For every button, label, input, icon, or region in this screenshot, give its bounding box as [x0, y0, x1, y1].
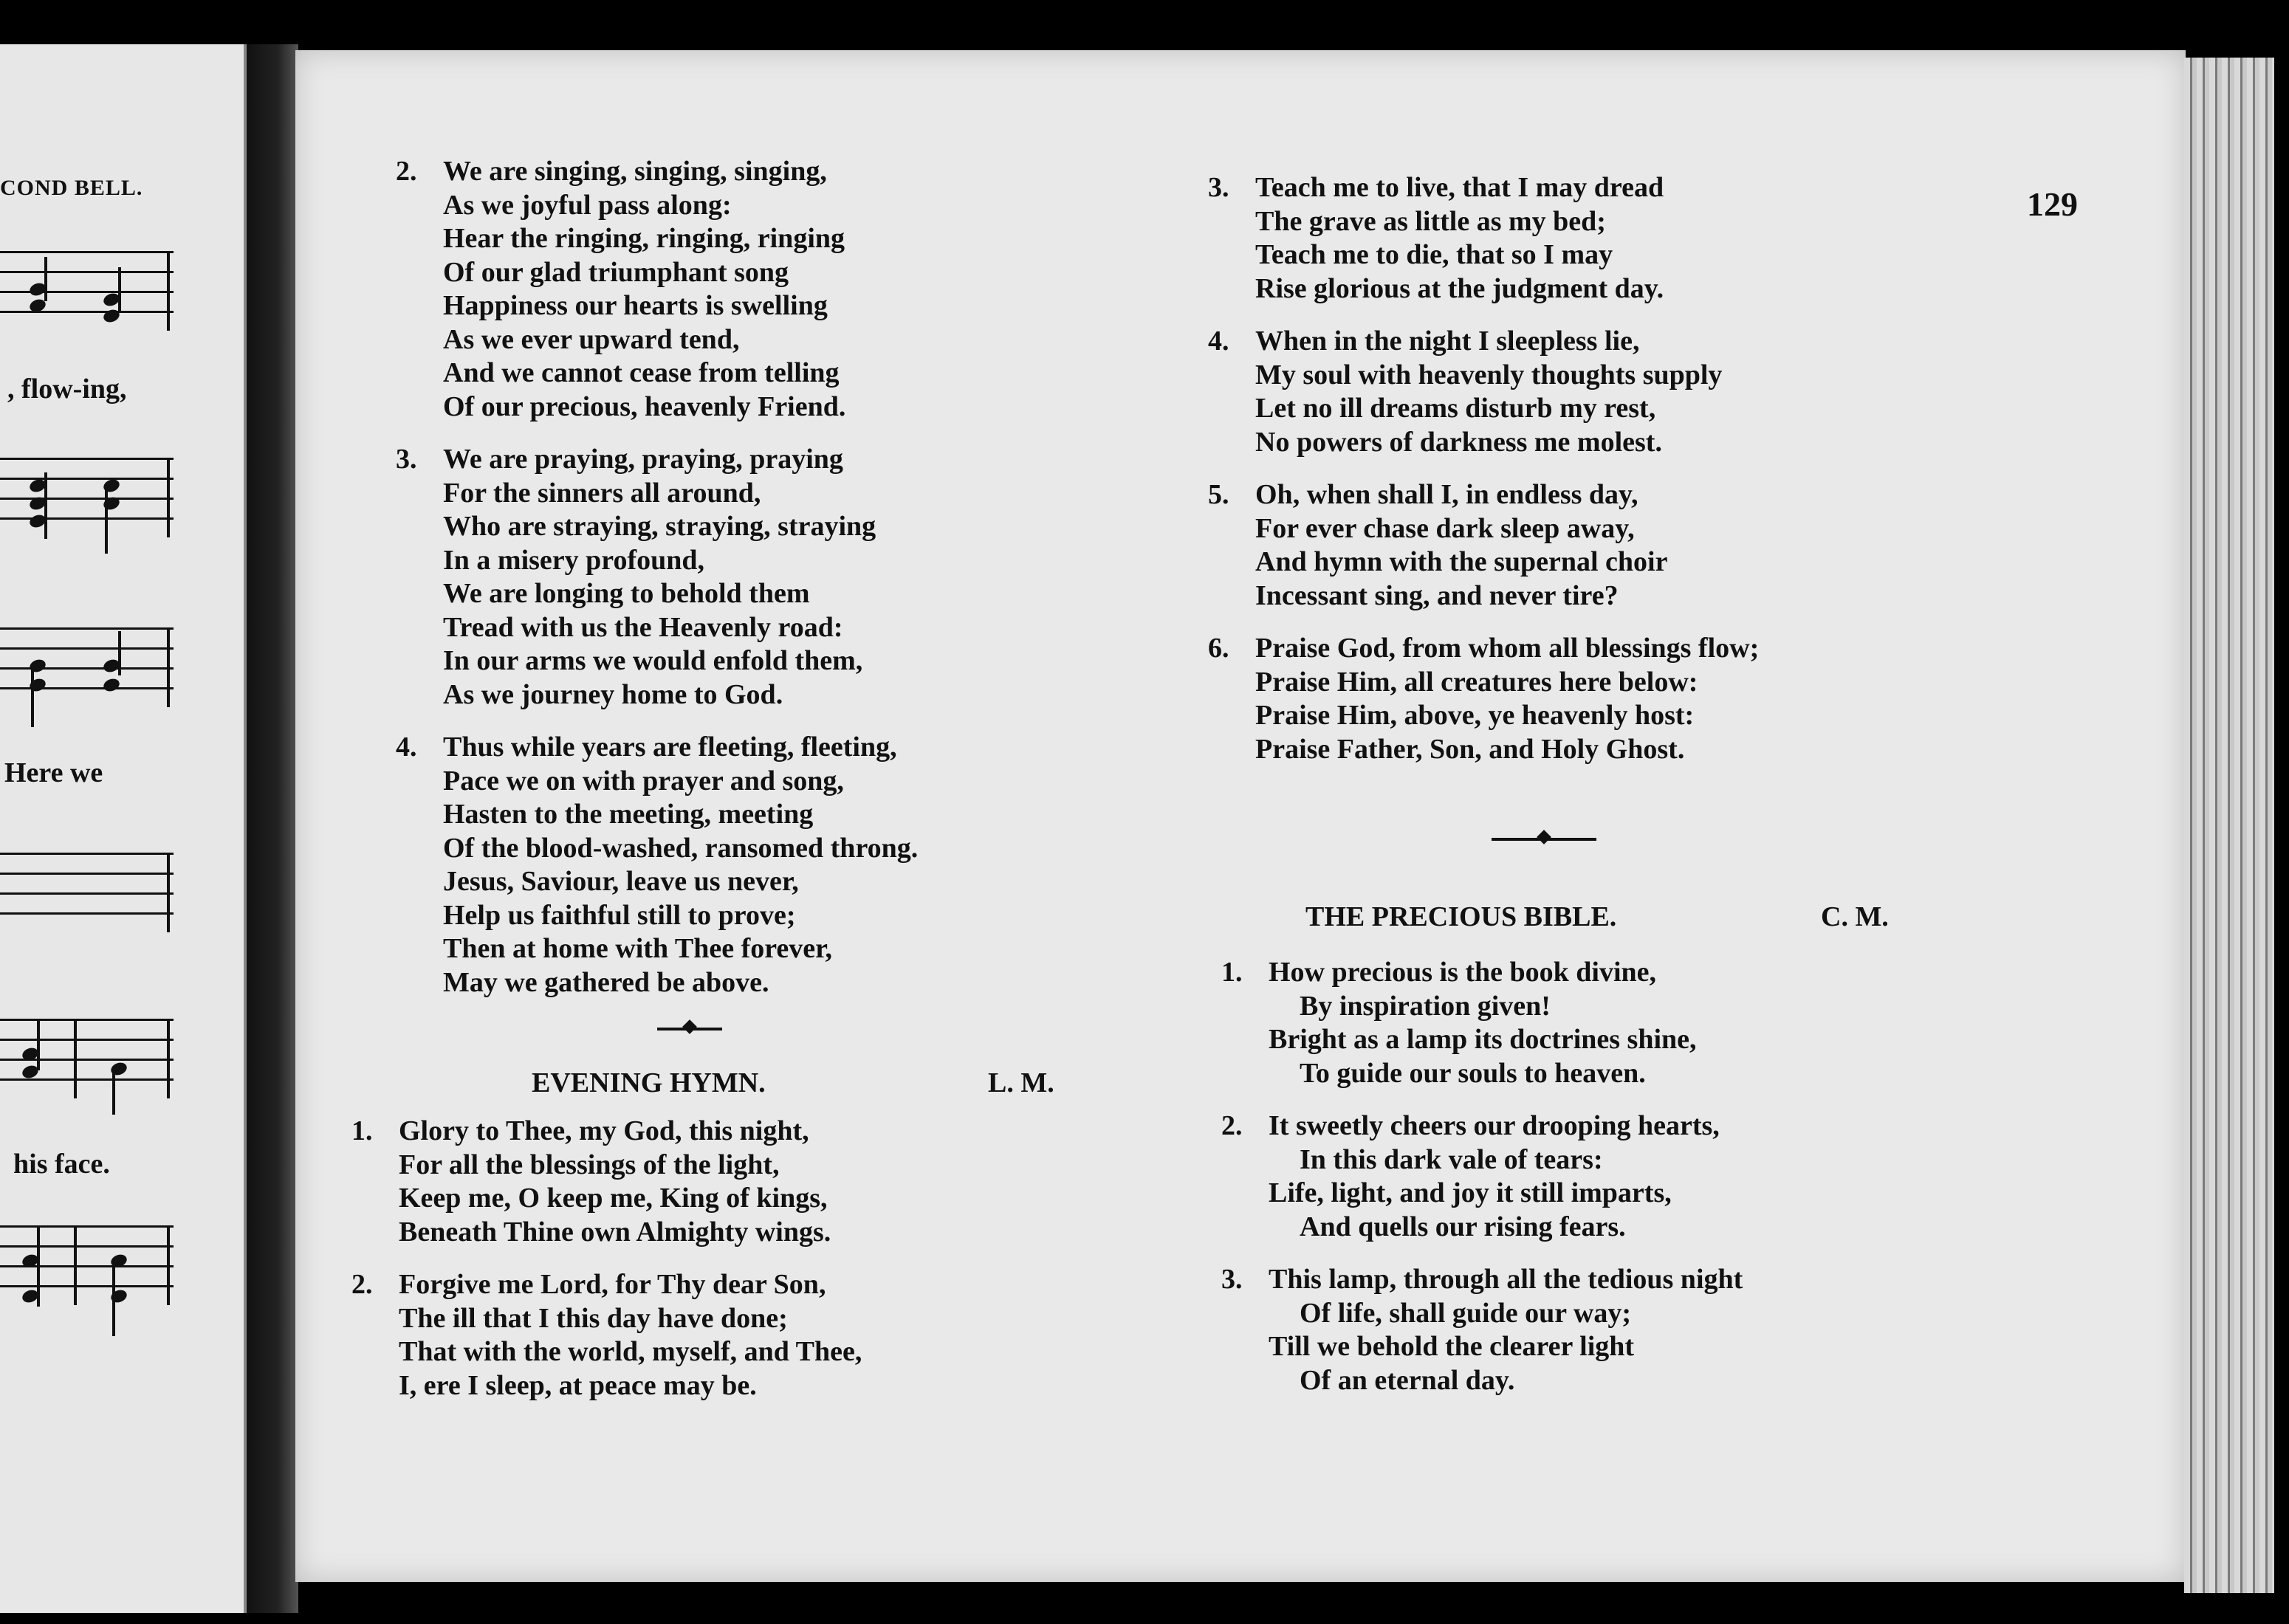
verse-line: Oh, when shall I, in endless day, [1255, 479, 1638, 510]
verse-line: Hear the ringing, ringing, ringing [443, 223, 845, 254]
verse-line: Of an eternal day. [1300, 1364, 1515, 1396]
stanza-number: 3. [1221, 1264, 1243, 1295]
stanza [1221, 1263, 1743, 1397]
verse-line: By inspiration given! [1300, 990, 1551, 1022]
column-right-lower [1221, 956, 1743, 1417]
verse-line: Pace we on with prayer and song, [443, 765, 844, 796]
verse-line: Then at home with Thee forever, [443, 933, 833, 964]
stanza [1221, 1109, 1743, 1244]
verse-line: No powers of darkness me molest. [1255, 426, 1662, 458]
verse-line: Teach me to live, that I may dread [1255, 172, 1664, 203]
lyric-fragment: , flow-ing, [7, 374, 127, 405]
verse-line: Of life, shall guide our way; [1300, 1297, 1631, 1329]
verse-line: Who are straying, straying, straying [443, 511, 876, 542]
lyric-fragment: Here we [4, 757, 103, 788]
music-staff [0, 627, 174, 707]
stanza-number: 2. [351, 1269, 373, 1300]
verse-line: When in the night I sleepless lie, [1255, 326, 1640, 357]
verse-line: That with the world, myself, and Thee, [399, 1336, 862, 1367]
hymn-stanzas [396, 155, 919, 999]
verse-line: This lamp, through all the tedious night [1269, 1264, 1743, 1295]
verse-line: Hasten to the meeting, meeting [443, 799, 814, 830]
verse-line: Praise Him, above, ye heavenly host: [1255, 700, 1695, 731]
column-right [1208, 171, 1760, 785]
music-staff [0, 1225, 174, 1305]
verse-line: Tread with us the Heavenly road: [443, 611, 843, 643]
verse-line: Thus while years are fleeting, fleeting, [443, 732, 897, 763]
stanza [1208, 171, 1759, 306]
page-edges [2184, 58, 2274, 1593]
verse-line: Keep me, O keep me, King of kings, [399, 1183, 828, 1214]
section-divider [1492, 838, 1596, 841]
column-left-lower [351, 1115, 862, 1422]
verse-line: My soul with heavenly thoughts supply [1255, 359, 1723, 390]
hymn-meter: C. M. [1821, 901, 1889, 932]
verse-line: In this dark vale of tears: [1300, 1143, 1603, 1175]
stanza-number: 1. [1221, 957, 1243, 988]
verse-line: Teach me to die, that so I may [1255, 239, 1613, 270]
music-staff [0, 458, 174, 537]
verse-line: Praise God, from whom all blessings flow; [1255, 633, 1760, 664]
lyric-fragment: his face. [13, 1149, 110, 1180]
verse-line: It sweetly cheers our drooping hearts, [1269, 1110, 1720, 1141]
verse-line: Forgive me Lord, for Thy dear Son, [399, 1269, 826, 1300]
verse-line: Praise Him, all creatures here below: [1255, 666, 1698, 698]
verse-line: For the sinners all around, [443, 477, 761, 509]
stanza-number: 2. [396, 156, 417, 187]
book-gutter [247, 44, 298, 1613]
stanza [1221, 956, 1743, 1090]
facing-page-fragment [0, 44, 247, 1613]
verse-line: The grave as little as my bed; [1255, 205, 1606, 237]
verse-line: And hymn with the supernal choir [1255, 546, 1668, 577]
verse-line: Let no ill dreams disturb my rest, [1255, 393, 1656, 424]
stanza-number: 3. [396, 444, 417, 475]
hymn-title: THE PRECIOUS BIBLE. [1305, 901, 1617, 932]
verse-line: For ever chase dark sleep away, [1255, 512, 1635, 544]
verse-line: Glory to Thee, my God, this night, [399, 1115, 809, 1146]
verse-line: Jesus, Saviour, leave us never, [443, 866, 799, 897]
verse-line: The ill that I this day have done; [399, 1302, 788, 1334]
music-staff [0, 1019, 174, 1098]
stanza-number: 4. [396, 732, 417, 763]
music-staff [0, 251, 174, 331]
verse-line: And we cannot cease from telling [443, 357, 840, 388]
verse-line: As we ever upward tend, [443, 323, 740, 355]
facing-page-header: COND BELL. [0, 176, 143, 200]
hymn-stanzas [351, 1115, 862, 1403]
verse-line: Of the blood-washed, ransomed throng. [443, 832, 919, 864]
verse-line: In our arms we would enfold them, [443, 645, 863, 676]
stanza-number: 2. [1221, 1110, 1243, 1141]
verse-line: Beneath Thine own Almighty wings. [399, 1216, 831, 1248]
verse-line: We are longing to behold them [443, 578, 810, 609]
hymn-stanzas [1221, 956, 1743, 1397]
verse-line: May we gathered be above. [443, 966, 769, 998]
hymn-stanzas [1208, 171, 1760, 766]
verse-line: As we joyful pass along: [443, 189, 732, 221]
stanza [351, 1115, 862, 1249]
stanza [1208, 478, 1759, 613]
column-left [396, 155, 919, 1019]
stanza [396, 155, 918, 424]
verse-line: Incessant sing, and never tire? [1255, 579, 1619, 611]
stanza-number: 3. [1208, 172, 1229, 203]
page-number: 129 [2027, 185, 2078, 223]
verse-line: Praise Father, Son, and Holy Ghost. [1255, 733, 1685, 765]
section-divider [657, 1028, 722, 1031]
verse-line: We are singing, singing, singing, [443, 156, 827, 187]
verse-line: For all the blessings of the light, [399, 1149, 780, 1180]
verse-line: Happiness our hearts is swelling [443, 290, 828, 321]
verse-line: We are praying, praying, praying [443, 444, 843, 475]
verse-line: Bright as a lamp its doctrines shine, [1269, 1024, 1697, 1055]
stanza [1208, 325, 1759, 459]
stanza [351, 1268, 862, 1403]
verse-line: Help us faithful still to prove; [443, 899, 796, 931]
verse-line: Till we behold the clearer light [1269, 1331, 1635, 1362]
verse-line: Of our precious, heavenly Friend. [443, 390, 846, 422]
music-staff [0, 853, 174, 932]
verse-line: In a misery profound, [443, 544, 705, 576]
stanza-number: 6. [1208, 633, 1229, 664]
stanza-number: 1. [351, 1115, 373, 1146]
verse-line: Life, light, and joy it still imparts, [1269, 1177, 1672, 1208]
verse-line: How precious is the book divine, [1269, 957, 1657, 988]
stanza [396, 443, 918, 712]
stanza [396, 731, 919, 999]
verse-line: I, ere I sleep, at peace may be. [399, 1369, 757, 1401]
hymn-meter: L. M. [988, 1067, 1054, 1098]
stanza-number: 4. [1208, 326, 1229, 357]
stanza [1208, 632, 1760, 766]
stanza-number: 5. [1208, 479, 1229, 510]
verse-line: As we journey home to God. [443, 678, 783, 710]
verse-line: To guide our souls to heaven. [1300, 1057, 1646, 1089]
hymn-title: EVENING HYMN. [532, 1067, 766, 1098]
verse-line: Of our glad triumphant song [443, 256, 789, 288]
verse-line: Rise glorious at the judgment day. [1255, 272, 1664, 304]
verse-line: And quells our rising fears. [1300, 1211, 1626, 1242]
